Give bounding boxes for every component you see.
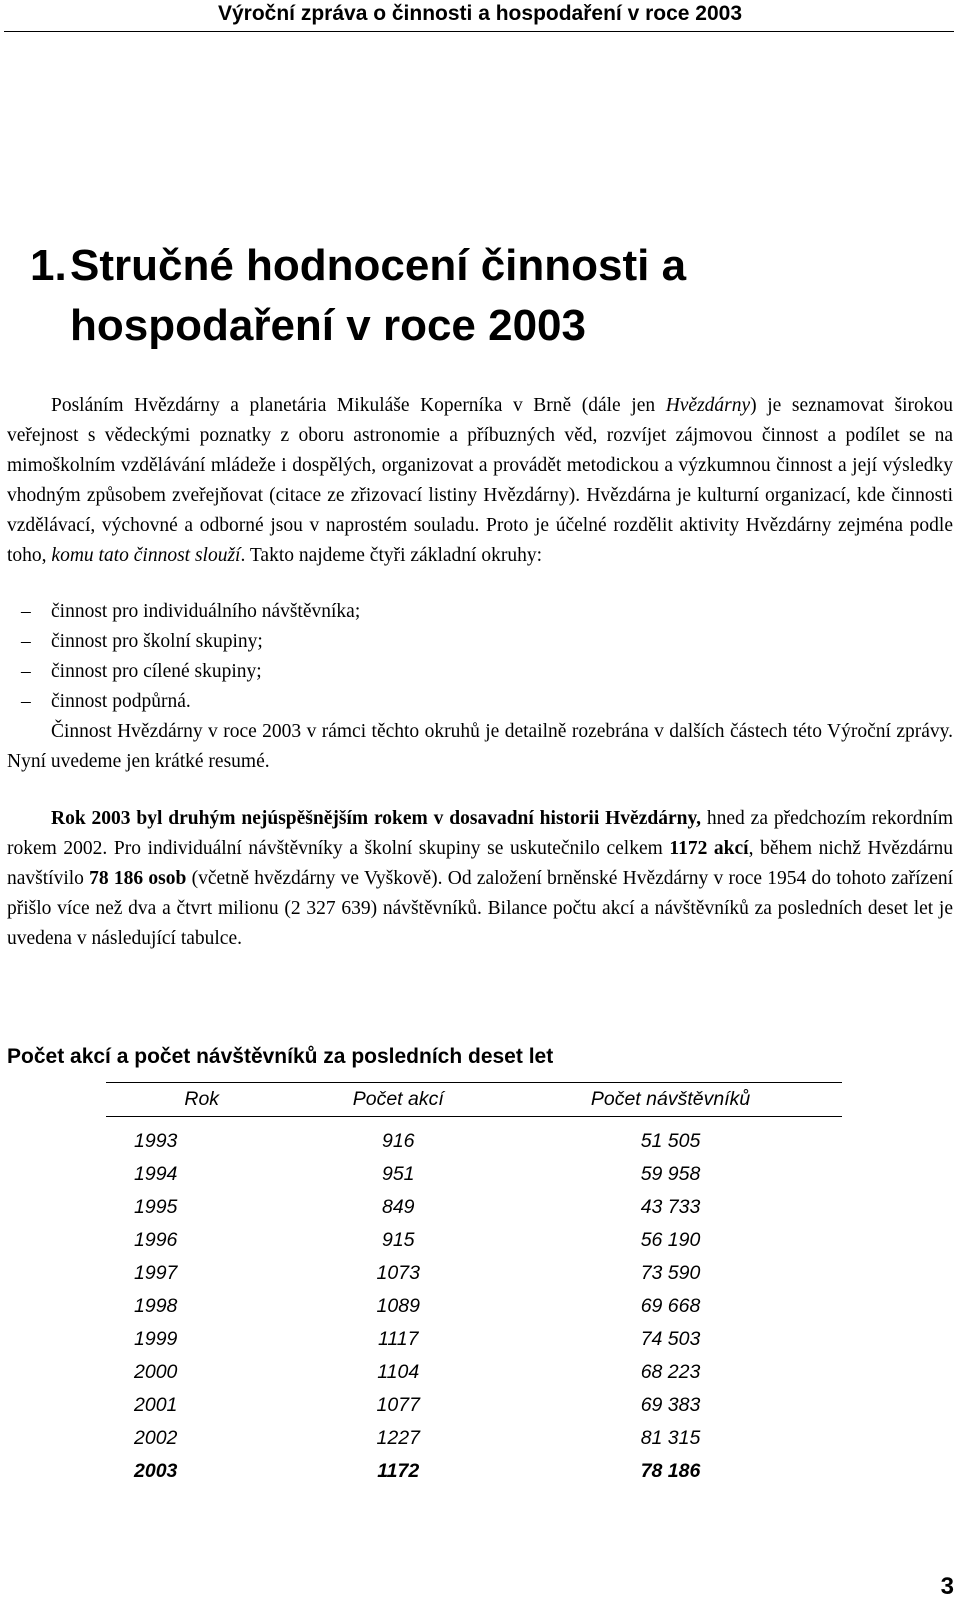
chapter-title-line2: hospodaření v roce 2003 bbox=[70, 301, 586, 350]
intro-emphasis: Hvězdárny bbox=[665, 395, 751, 416]
list-item: – činnost podpůrná. bbox=[7, 687, 953, 717]
running-header: Výroční zpráva o činnosti a hospodaření v roce 2003 bbox=[217, 2, 742, 25]
chapter-title bbox=[30, 236, 930, 356]
table-row: 2002 1227 81 315 bbox=[134, 1427, 701, 1449]
summary-bold-2: 1172 akcí bbox=[669, 838, 749, 859]
intro-text-a: Posláním Hvězdárny a planetária Mikuláše Koperníka v Brně (dále jen bbox=[51, 395, 666, 416]
table-row: 1993 916 51 505 bbox=[134, 1130, 701, 1152]
column-header-visitors: Počet návštěvníků bbox=[499, 1083, 842, 1117]
page-number: 3 bbox=[940, 1573, 954, 1600]
table-row: 1998 1089 69 668 bbox=[134, 1295, 701, 1317]
column-header-events: Počet akcí bbox=[297, 1083, 499, 1117]
dash-marker: – bbox=[21, 631, 31, 652]
intro-text-b: ) je seznamovat širokou veřejnost s vědeckými poznatky z oboru astronomie a příbuzných věd, rozvíjet zájmovou činnost a podílet se na mimoškolním vzdělávání mládeže i dospělých, organizovat a provádět metodickou a výzkumnou činnost a její výsledky vhodným způsobem zveřejňovat (citace ze zřizovací listiny Hvězdárny). Hvězdárna je kulturní organizací, kde činnosti vzdělávací, výchovné a odborné jsou v naprostém souladu. Proto je účelné rozdělit aktivity Hvězdárny zejména podle toho, bbox=[7, 395, 953, 566]
list-item: – činnost pro školní skupiny; bbox=[7, 627, 953, 657]
summary-bold-3: 78 186 osob bbox=[89, 868, 187, 889]
column-header-year: Rok bbox=[106, 1083, 297, 1117]
dash-marker: – bbox=[21, 691, 31, 712]
chapter-title-line1: Stručné hodnocení činnosti a bbox=[70, 241, 687, 290]
intro-text-c: . Takto najdeme čtyři základní okruhy: bbox=[240, 545, 542, 566]
table-row: 1994 951 59 958 bbox=[134, 1163, 701, 1185]
table-row: 2001 1077 69 383 bbox=[134, 1394, 701, 1416]
dash-marker: – bbox=[21, 661, 31, 682]
table-row: 1997 1073 73 590 bbox=[134, 1262, 701, 1284]
activity-list bbox=[7, 597, 953, 717]
list-item: – činnost pro individuálního návštěvníka; bbox=[7, 597, 953, 627]
closing-paragraph: Činnost Hvězdárny v roce 2003 v rámci těchto okruhů je detailně rozebrána v dalších částech této Výroční zprávy. Nyní uvedeme jen krátké resumé. bbox=[7, 721, 953, 772]
table-title: Počet akcí a počet návštěvníků za posledních deset let bbox=[7, 1045, 554, 1068]
table-row: 1995 849 43 733 bbox=[134, 1196, 701, 1218]
table-row-highlight: 2003 1172 78 186 bbox=[134, 1460, 701, 1482]
chapter-number: 1. bbox=[30, 241, 67, 290]
dash-marker: – bbox=[21, 601, 31, 622]
table-row: 1996 915 56 190 bbox=[134, 1229, 701, 1251]
visitors-table bbox=[106, 1082, 842, 1488]
list-item: – činnost pro cílené skupiny; bbox=[7, 657, 953, 687]
table-header-row bbox=[106, 1083, 842, 1117]
intro-emphasis-2: komu tato činnost slouží bbox=[51, 545, 241, 566]
table-row: 2000 1104 68 223 bbox=[134, 1361, 701, 1383]
summary-bold-1: Rok 2003 byl druhým nejúspěšnějším rokem v dosavadní historii Hvězdárny, bbox=[51, 808, 702, 829]
header-rule bbox=[4, 31, 954, 32]
intro-paragraph bbox=[7, 391, 953, 571]
table-row: 1999 1117 74 503 bbox=[134, 1328, 701, 1350]
summary-paragraph: Rok 2003 byl druhým nejúspěšnějším rokem v dosavadní historii Hvězdárny, hned za předchozím rekordním rokem 2002. Pro individuální návštěvníky a školní skupiny se uskutečnilo celkem 1172 akcí, během nichž Hvězdárnu navštívilo 78 186 osob (včetně hvězdárny ve Vyškově). Od založení brněnské Hvězdárny v roce 1954 do tohoto zařízení přišlo více než dva a čtvrt milionu (2 327 639) návštěvníků. Bilance počtu akcí a návštěvníků za posledních deset let je uvedena v následující tabulce. bbox=[7, 808, 954, 949]
